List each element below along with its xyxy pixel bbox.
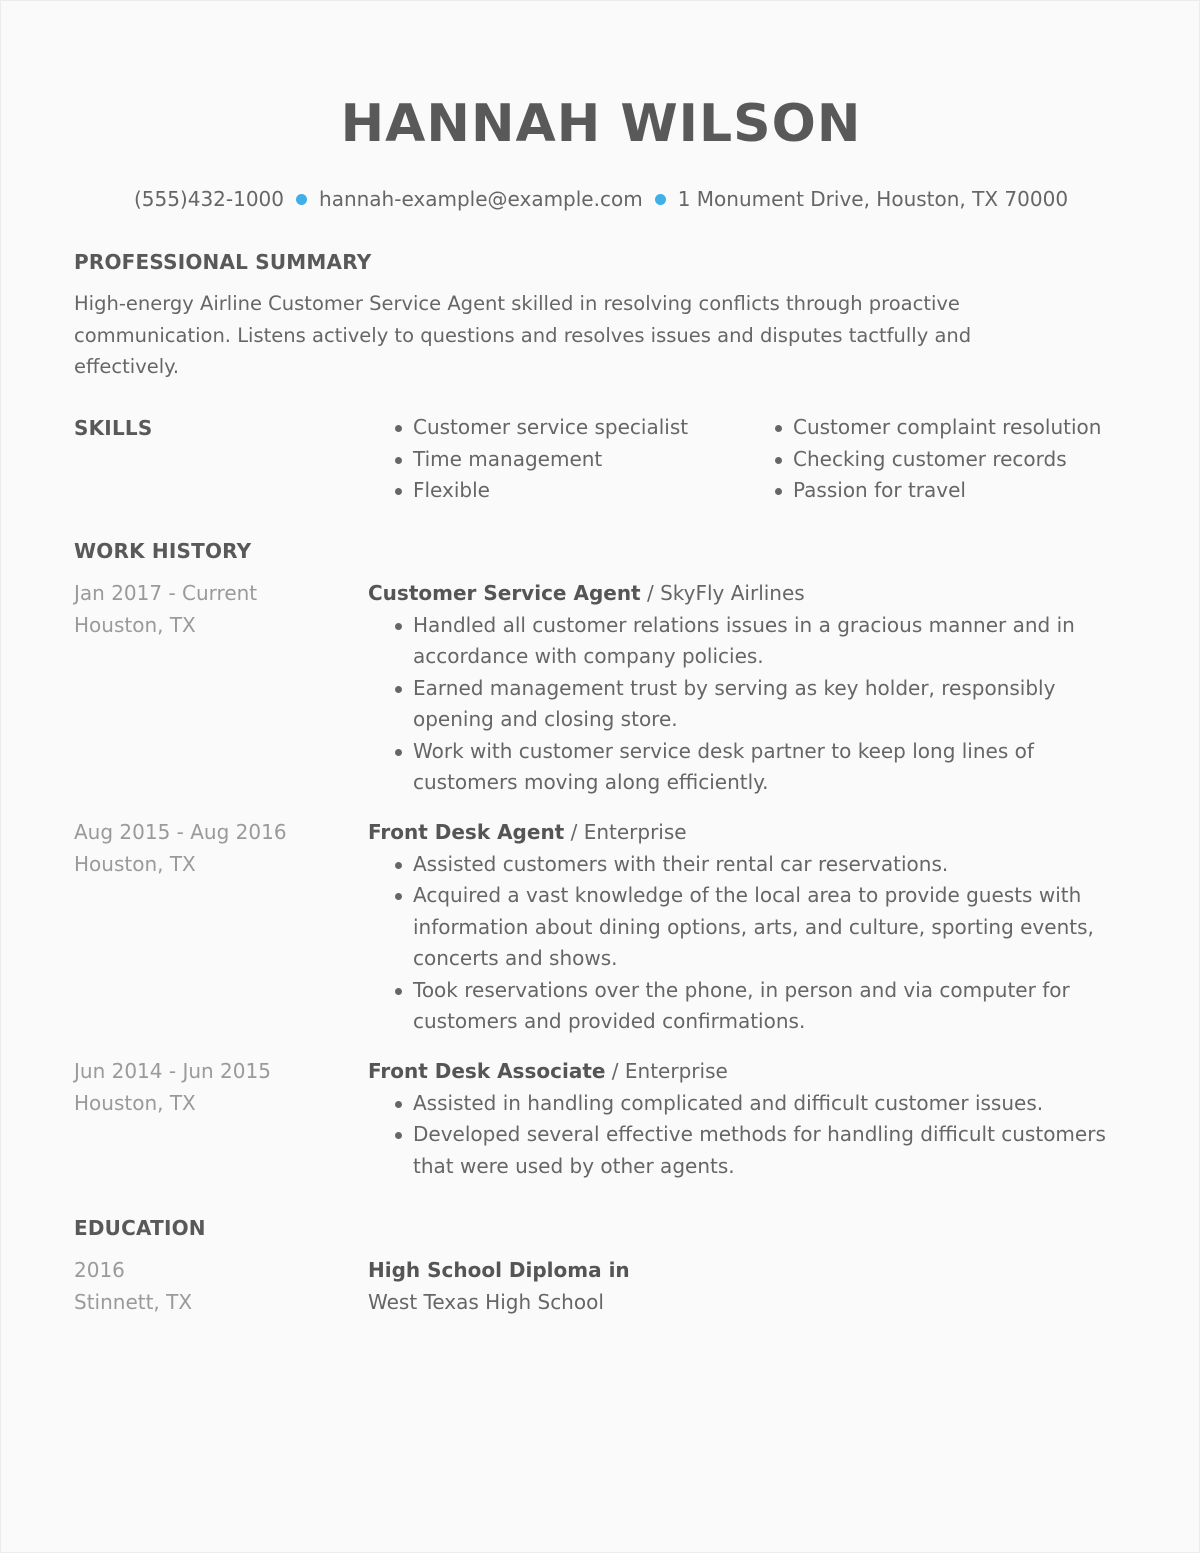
skill-item: Flexible <box>393 475 688 507</box>
job-details <box>368 817 1128 1038</box>
education-year: 2016 <box>74 1258 125 1282</box>
job-dates: Jun 2014 - Jun 2015 <box>74 1059 271 1083</box>
skills-column-1 <box>393 412 688 507</box>
phone: (555)432-1000 <box>133 187 285 211</box>
education-school: West Texas High School <box>368 1289 604 1314</box>
skill-item: Time management <box>393 444 688 476</box>
job-meta <box>74 1056 271 1119</box>
skill-item: Customer service specialist <box>393 412 688 444</box>
job-heading <box>368 1056 1128 1088</box>
job-location: Houston, TX <box>74 612 196 637</box>
skills-column-2 <box>773 412 1101 507</box>
skill-item: Checking customer records <box>773 444 1101 476</box>
section-title-work-history: WORK HISTORY <box>74 539 252 563</box>
job-details <box>368 1056 1128 1182</box>
job-position: Customer Service Agent <box>368 581 641 605</box>
section-title-summary: PROFESSIONAL SUMMARY <box>74 250 372 274</box>
job-bullet: Assisted customers with their rental car reservations. <box>393 849 1128 881</box>
job-bullet: Work with customer service desk partner to keep long lines of customers moving along efficiently. <box>393 736 1128 799</box>
candidate-name: HANNAH WILSON <box>340 94 862 154</box>
education-meta <box>74 1255 192 1318</box>
job-heading <box>368 817 1128 849</box>
job-bullets <box>368 610 1128 799</box>
contact-line <box>1 185 1200 213</box>
education-details <box>368 1255 1128 1318</box>
email: hannah-example@example.com <box>319 187 643 211</box>
job-heading <box>368 578 1128 610</box>
job-bullet: Earned management trust by serving as key holder, responsibly opening and closing store. <box>393 673 1128 736</box>
job-details <box>368 578 1128 799</box>
job-bullet: Took reservations over the phone, in person and via computer for customers and provided confirmations. <box>393 975 1128 1038</box>
job-dates: Jan 2017 - Current <box>74 581 258 605</box>
education-degree: High School Diploma in <box>368 1258 630 1282</box>
job-bullet: Developed several effective methods for handling difficult customers that were used by other agents. <box>393 1119 1128 1182</box>
job-bullets <box>368 849 1128 1038</box>
separator-dot-icon <box>296 194 307 205</box>
job-location: Houston, TX <box>74 1090 196 1115</box>
job-location: Houston, TX <box>74 851 196 876</box>
address: 1 Monument Drive, Houston, TX 70000 <box>677 187 1069 211</box>
job-company: / SkyFly Airlines <box>640 581 805 605</box>
job-company: / Enterprise <box>564 820 687 844</box>
job-position: Front Desk Associate <box>368 1059 606 1083</box>
job-meta <box>74 578 257 641</box>
job-bullet: Handled all customer relations issues in a gracious manner and in accordance with company policies. <box>393 610 1128 673</box>
summary-text: High-energy Airline Customer Service Agent skilled in resolving conflicts through proactive communication. Listens actively to questions and resolves issues and disputes tactfully and effectively. <box>74 292 972 378</box>
section-title-education: EDUCATION <box>74 1216 206 1240</box>
job-dates: Aug 2015 - Aug 2016 <box>74 820 287 844</box>
skill-item: Customer complaint resolution <box>773 412 1101 444</box>
job-bullet: Acquired a vast knowledge of the local area to provide guests with information about dining options, arts, and culture, sporting events, concerts and shows. <box>393 880 1128 975</box>
skill-item: Passion for travel <box>773 475 1101 507</box>
section-title-skills: SKILLS <box>74 416 153 440</box>
job-bullet: Assisted in handling complicated and difficult customer issues. <box>393 1088 1128 1120</box>
job-meta <box>74 817 287 880</box>
education-location: Stinnett, TX <box>74 1289 193 1314</box>
separator-dot-icon <box>655 194 666 205</box>
job-bullets <box>368 1088 1128 1183</box>
job-company: / Enterprise <box>605 1059 728 1083</box>
job-position: Front Desk Agent <box>368 820 565 844</box>
